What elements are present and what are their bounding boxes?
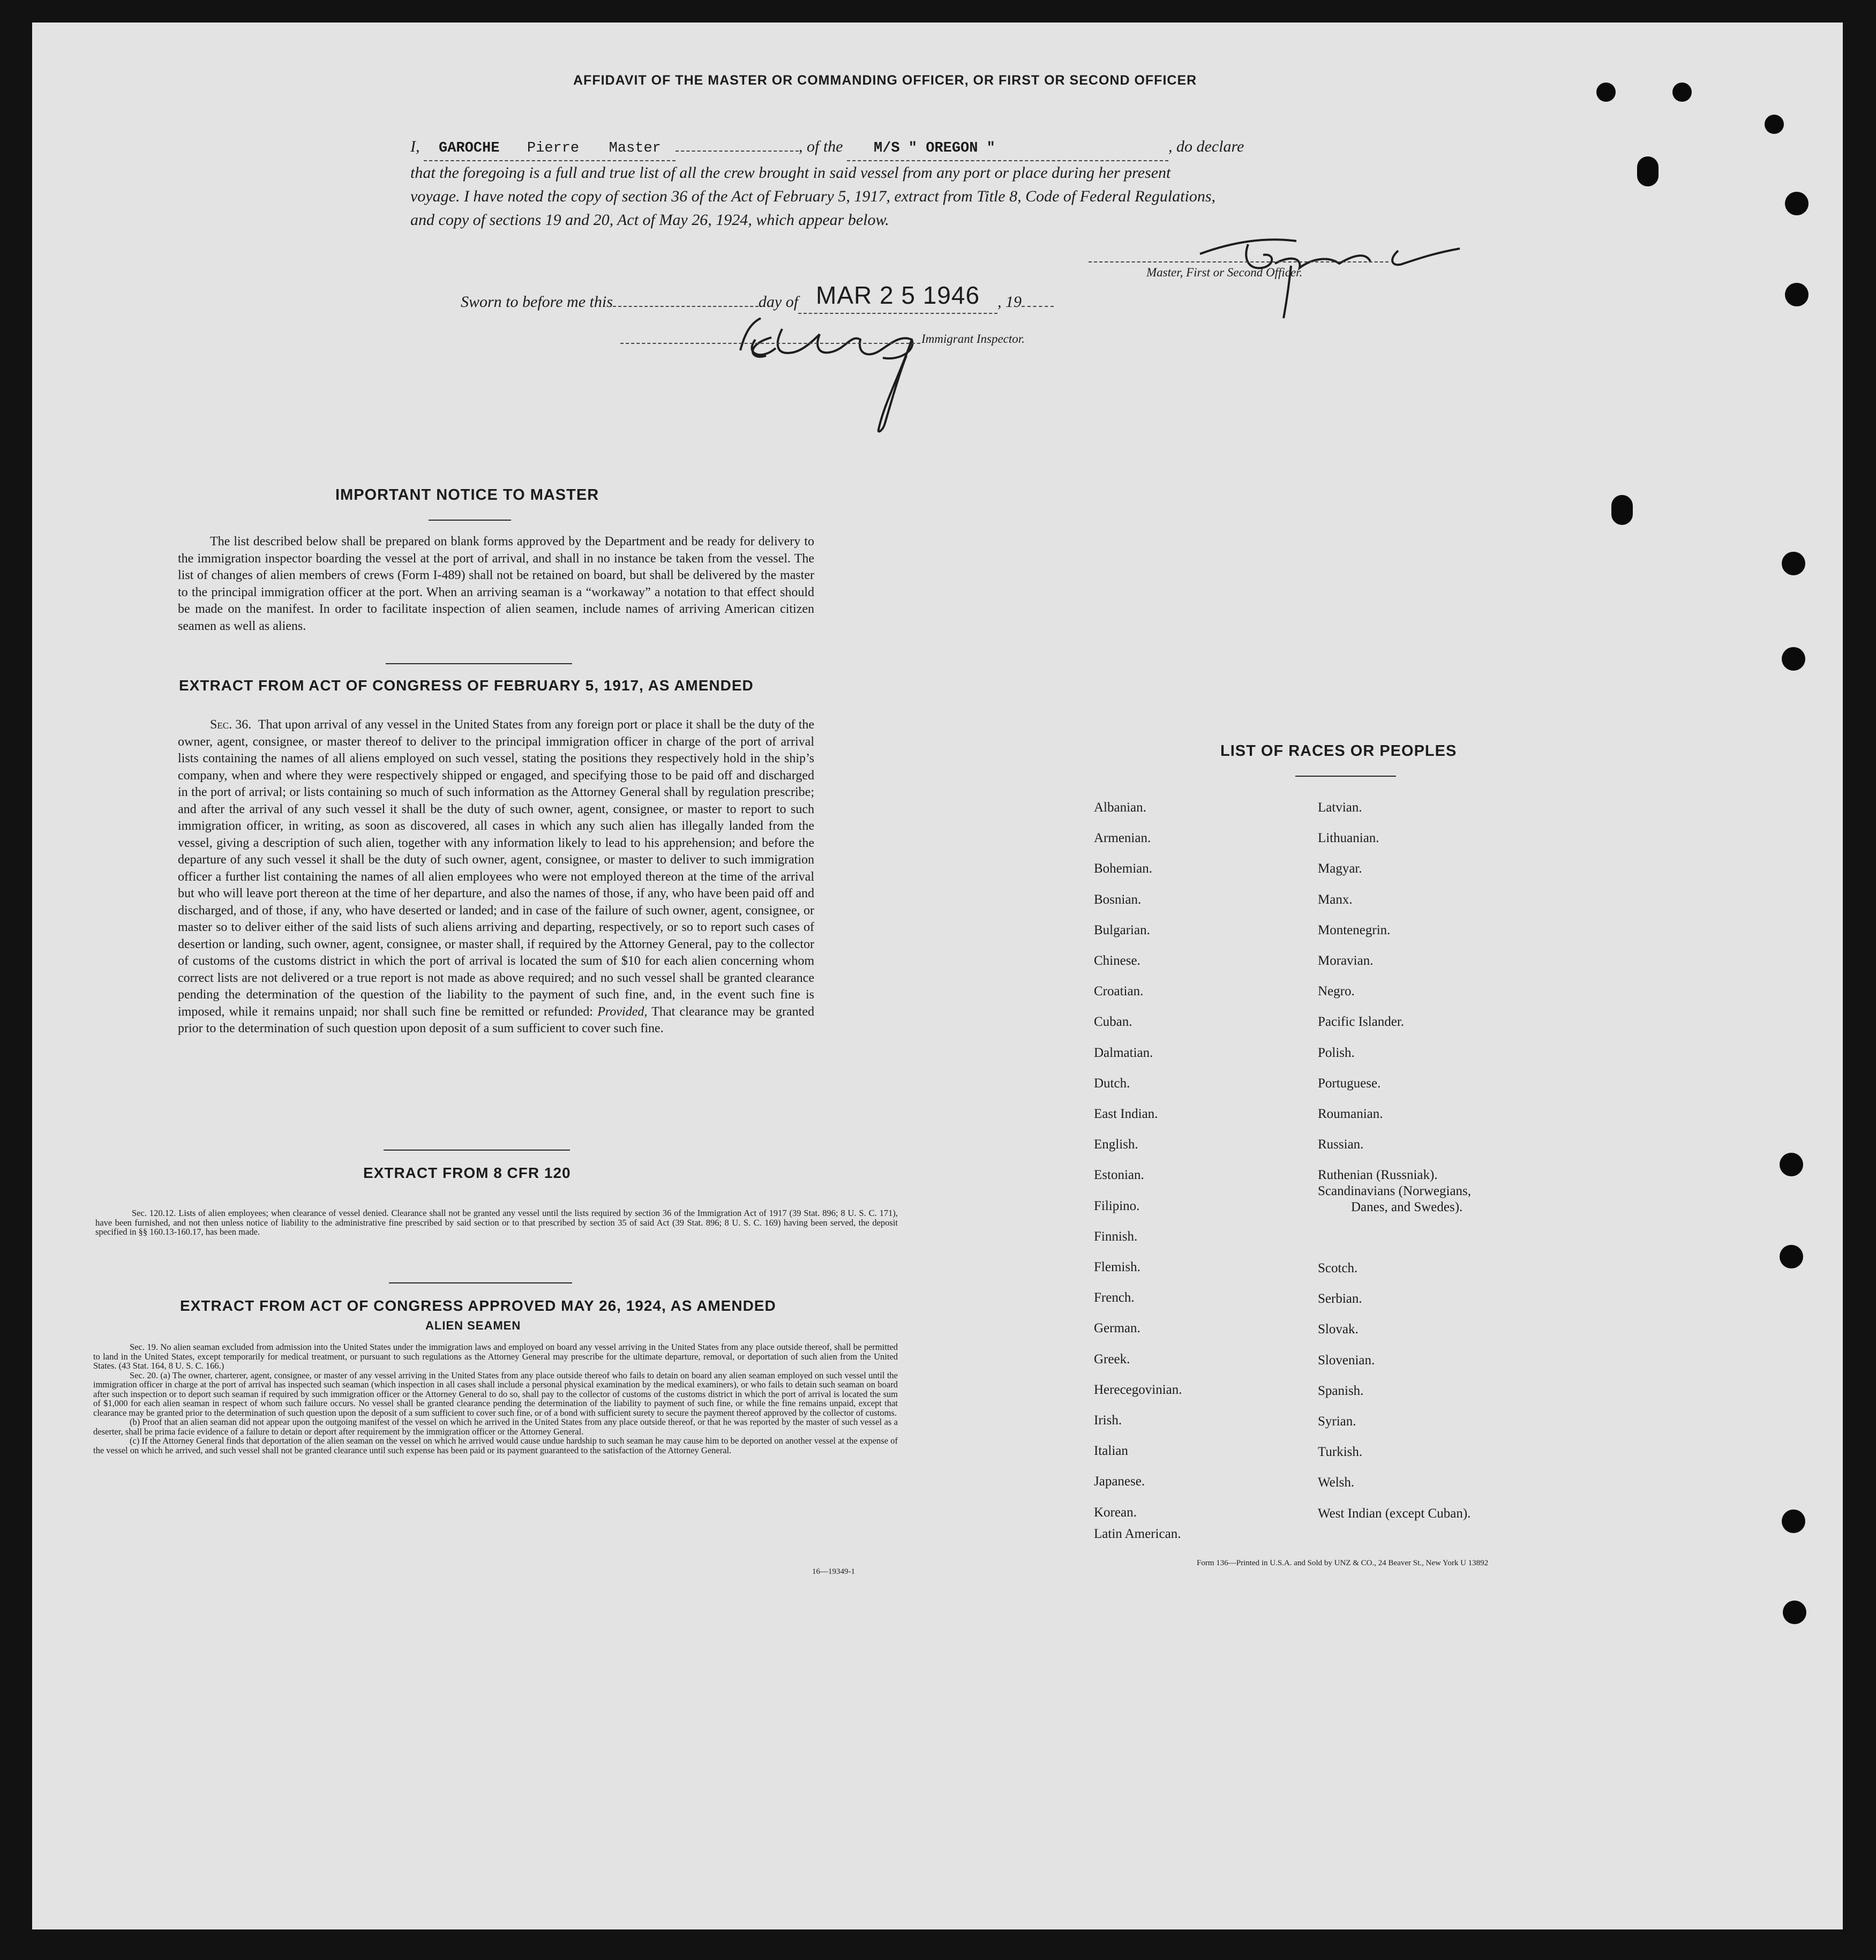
race-item: Greek. <box>1094 1351 1130 1366</box>
punch-hole <box>1782 552 1805 575</box>
race-item: Italian <box>1094 1444 1128 1459</box>
race-item: Slovak. <box>1318 1322 1359 1337</box>
section-label: Sec. 36. <box>210 718 252 732</box>
notice-body: The list described below shall be prepared on blank forms approved by the Department and be ready for delivery to the immigration inspector boarding the vessel at the port of arrival, and shall in no instance be taken from the vessel. The list of changes of alien members of crews (Form I-489) shall not be retained on board, but shall be delivered by the master to the principal immigration officer at the port. When an arriving seaman is a “workaway” a notation to that effect should be made on the manifest. In order to facilitate inspection of alien seamen, include names of arriving American citizen seamen as well as aliens. <box>178 535 814 633</box>
divider <box>429 520 511 521</box>
punch-hole <box>1782 647 1805 671</box>
race-item: Bohemian. <box>1094 861 1153 876</box>
races-title: LIST OF RACES OR PEOPLES <box>1220 742 1457 760</box>
declaration-line-2: that the foregoing is a full and true list of all the crew brought in said vessel from any port or place during her present <box>410 164 1171 182</box>
race-item: Irish. <box>1094 1413 1122 1428</box>
divider <box>386 663 572 664</box>
notice-title: IMPORTANT NOTICE TO MASTER <box>335 486 599 504</box>
race-item: Roumanian. <box>1318 1107 1383 1121</box>
race-item: Danes, and Swedes). <box>1351 1200 1463 1214</box>
extract-cfr-title: EXTRACT FROM 8 CFR 120 <box>363 1165 571 1181</box>
declaration-line-4: and copy of sections 19 and 20, Act of May 26, 1924, which appear below. <box>410 211 889 229</box>
inspector-signature <box>712 302 959 436</box>
race-item: Bulgarian. <box>1094 922 1150 937</box>
date-stamp: MAR 2 5 1946 <box>816 281 980 309</box>
punch-hole <box>1765 115 1784 134</box>
punch-hole <box>1783 1601 1806 1624</box>
race-item: Estonian. <box>1094 1168 1144 1183</box>
race-item: Armenian. <box>1094 831 1151 846</box>
race-item: Cuban. <box>1094 1015 1132 1030</box>
race-item: Bosnian. <box>1094 892 1142 907</box>
master-signature-caption: Master, First or Second Officer. <box>1146 266 1303 279</box>
race-item: Manx. <box>1318 892 1353 907</box>
master-first-name: Pierre <box>527 140 580 156</box>
proviso-label: Provided, <box>597 1004 648 1019</box>
race-item: Scandinavians (Norwegians, <box>1318 1184 1472 1198</box>
divider <box>384 1150 570 1151</box>
race-item: Latvian. <box>1318 800 1362 815</box>
race-item: Dalmatian. <box>1094 1045 1153 1060</box>
section-20b-text: (b) Proof that an alien seaman did not appear upon the outgoing manifest of the vessel on which he arrived in the United States from any place outside thereof, or that he was reported by the master of such vessel as a deserter, shall be prima facie evidence of a failure to detain or deport after requirement by the immigration officer or the Attorney General. <box>93 1417 898 1437</box>
race-item: Spanish. <box>1318 1383 1364 1398</box>
race-item: Welsh. <box>1318 1475 1355 1490</box>
affidavit-lead: I, <box>410 138 420 155</box>
form-footer: Form 136—Printed in U.S.A. and Sold by UNZ & CO., 24 Beaver St., New York U 13892 <box>1197 1559 1489 1567</box>
master-rank: Master <box>609 140 661 156</box>
punch-hole <box>1780 1153 1803 1176</box>
extract-1917-title: EXTRACT FROM ACT OF CONGRESS OF FEBRUARY 5, 1917, AS AMENDED <box>179 677 754 694</box>
of-the-label: , of the <box>799 138 843 155</box>
race-item: East Indian. <box>1094 1107 1158 1121</box>
race-item: English. <box>1094 1137 1138 1152</box>
section-20a-text: Sec. 20. (a) The owner, charterer, agent, consignee, or master of any vessel arriving in the United States from any place outside thereof who fails to detain on board any alien seaman employed on such vessel until the immigration officer in charge at the port of arrival has inspected such seaman (which inspection in all cases shall include a personal physical examination by the medical examiners), or who fails to detain such seaman on board after such inspection or to deport such seaman if required by such immigration officer or the Attorney General to do so, shall pay to the collector of customs of the customs district in which the port of arrival is located the sum of $1,000 for each alien seaman in respect of whom such failure occurs. No vessel shall be granted clearance pending the determination of the liability to payment of such fine, or while the fine remains unpaid, except that clearance may be granted prior to the determination of such question upon the deposit of a sum sufficient to cover such fine, or of a bond with sufficient surety to secure the payment thereof approved by the collector of customs. <box>93 1370 898 1418</box>
race-item: Ruthenian (Russniak). <box>1318 1168 1438 1183</box>
race-item: Serbian. <box>1318 1291 1362 1306</box>
race-item: Montenegrin. <box>1318 922 1391 937</box>
declaration-line-3: voyage. I have noted the copy of section 36 of the Act of February 5, 1917, extract from Title 8, Code of Federal Regulations, <box>410 187 1216 205</box>
extract-1924-body <box>93 1342 898 1455</box>
race-item: Flemish. <box>1094 1260 1140 1274</box>
extract-cfr-body: Sec. 120.12. Lists of alien employees; when clearance of vessel denied. Clearance shall not be granted any vessel until the lists required by section 36 of the Immigration Act of 1917 (39 Stat. 896; 8 U. S. C. 171), have been furnished, and not then unless notice of liability to the administrative fine prescribed by said section or to that prescribed by section 35 of said Act (39 Stat. 896; 8 U. S. C. 169) having been served, the deposit specified in §§ 160.13-160.17, has been made. <box>95 1208 898 1237</box>
punch-hole <box>1637 156 1659 186</box>
affidavit-title: AFFIDAVIT OF THE MASTER OR COMMANDING OFFICER, OR FIRST OR SECOND OFFICER <box>573 73 1197 88</box>
section-36-text: That upon arrival of any vessel in the United States from any foreign port or place it shall be the duty of the owner, agent, consignee, or master thereof to deliver to the principal immigration officer in charge of the port of arrival lists containing the names of all aliens employed on such vessel, stating the positions they respectively hold in the ship’s company, when and where they were respectively shipped or engaged, and specifying those to be paid off and discharged in the port of arrival; or lists containing so much of such information as the Attorney General shall by regulation prescribe; and after the arrival of any such vessel it shall be the duty of such owner, agent, consignee, or master to report to such immigration officer, in writing, as soon as discovered, all cases in which any such alien has illegally landed from the vessel, giving a description of such alien, together with any information likely to lead to his apprehension; and before the departure of any such vessel it shall be the duty of such owner, agent, consignee, or master to deliver to such immigration officer a further list containing the names of all alien employees who were not employed thereon at the time of the arrival but who will leave port thereon at the time of her departure, and also the names of those, if any, who have been paid off and discharged, and of those, if any, who have deserted or landed; and in case of the failure of such owner, agent, consignee, or master so to deliver either of the said lists of such aliens arriving and departing, respectively, or so to report such cases of desertion or landing, such owner, agent, consignee, or master shall, if required by the Attorney General, pay to the collector of customs of the customs district in which the port of arrival is located the sum of $10 for each alien concerning whom correct lists are not delivered or a true report is not made as above required; and no such vessel shall be granted clearance pending the determination of the question of the liability to the payment of such fine, and, in the event such fine is imposed, while it remains unpaid; nor shall such fine be remitted or refunded: <box>178 718 815 1019</box>
punch-hole <box>1611 495 1633 525</box>
race-item: Russian. <box>1318 1137 1364 1152</box>
race-item: Latin American. <box>1094 1527 1181 1541</box>
race-item: Herecegovinian. <box>1094 1382 1182 1397</box>
race-item: Lithuanian. <box>1318 831 1379 846</box>
proviso-text: That clearance may be granted prior to the determination of such question upon deposit of a sum sufficient to cover such fine. <box>178 1004 815 1035</box>
document-page <box>32 22 1843 1929</box>
punch-hole <box>1785 192 1809 215</box>
year-prefix: , 19 <box>997 293 1022 311</box>
punch-hole <box>1785 283 1809 306</box>
extract-1917-body <box>178 717 814 1038</box>
race-item: Portuguese. <box>1318 1076 1381 1091</box>
master-surname: GAROCHE <box>439 140 500 156</box>
inspector-caption: Immigrant Inspector. <box>921 332 1025 346</box>
do-declare-label: , do declare <box>1168 138 1244 155</box>
race-item: Filipino. <box>1094 1198 1140 1213</box>
divider <box>1295 776 1396 777</box>
race-item: Turkish. <box>1318 1445 1363 1460</box>
inspector-signature-line <box>620 343 920 344</box>
race-item: Magyar. <box>1318 861 1362 876</box>
race-item: Polish. <box>1318 1045 1355 1060</box>
race-item: Slovenian. <box>1318 1353 1375 1368</box>
race-item: Scotch. <box>1318 1261 1358 1275</box>
race-item: Croatian. <box>1094 984 1144 999</box>
section-19-text: Sec. 19. No alien seaman excluded from admission into the United States under the immigration laws and employed on board any vessel arriving in the United States from any place outside thereof, shall be permitted to land in the United States, except temporarily for medical treatment, or pursuant to such regulations as the Attorney General may prescribe for the ultimate departure, removal, or deportation of such alien from the United States. (43 Stat. 164, 8 U. S. C. 166.) <box>93 1342 898 1371</box>
extract-1924-title: EXTRACT FROM ACT OF CONGRESS APPROVED MAY 26, 1924, AS AMENDED <box>180 1297 776 1314</box>
master-signature-line <box>1089 261 1389 262</box>
extract-1924-subtitle: ALIEN SEAMEN <box>425 1319 521 1332</box>
race-item: Korean. <box>1094 1505 1137 1520</box>
race-item: Dutch. <box>1094 1076 1130 1091</box>
punch-hole <box>1672 82 1692 102</box>
section-20c-text: (c) If the Attorney General finds that deportation of the alien seaman on the vessel on which he arrived would cause undue hardship to such seaman he may cause him to be deported on another vessel at the expense of the vessel on which he arrived, and such vessel shall not be granted clearance until such expense has been paid or its payment guaranteed to the satisfaction of the Attorney General. <box>93 1436 898 1455</box>
race-item: Syrian. <box>1318 1414 1356 1429</box>
divider <box>389 1282 572 1283</box>
race-item: Moravian. <box>1318 953 1374 968</box>
affidavit-declaration <box>410 135 1455 232</box>
race-item: Chinese. <box>1094 953 1140 968</box>
race-item: Albanian. <box>1094 800 1146 815</box>
race-item: Finnish. <box>1094 1229 1138 1244</box>
form-code: 16—19349-1 <box>812 1567 855 1576</box>
sworn-label: Sworn to before me this <box>461 293 613 311</box>
punch-hole <box>1782 1510 1805 1533</box>
race-item: French. <box>1094 1290 1135 1305</box>
race-item: Japanese. <box>1094 1474 1145 1489</box>
race-item: West Indian (except Cuban). <box>1318 1506 1471 1521</box>
race-item: Negro. <box>1318 984 1355 999</box>
day-of-label: day of <box>758 293 799 311</box>
punch-hole <box>1596 82 1616 102</box>
vessel-name: M/S " OREGON " <box>874 140 995 156</box>
race-item: Pacific Islander. <box>1318 1015 1405 1030</box>
race-item: German. <box>1094 1321 1140 1336</box>
punch-hole <box>1780 1245 1803 1268</box>
